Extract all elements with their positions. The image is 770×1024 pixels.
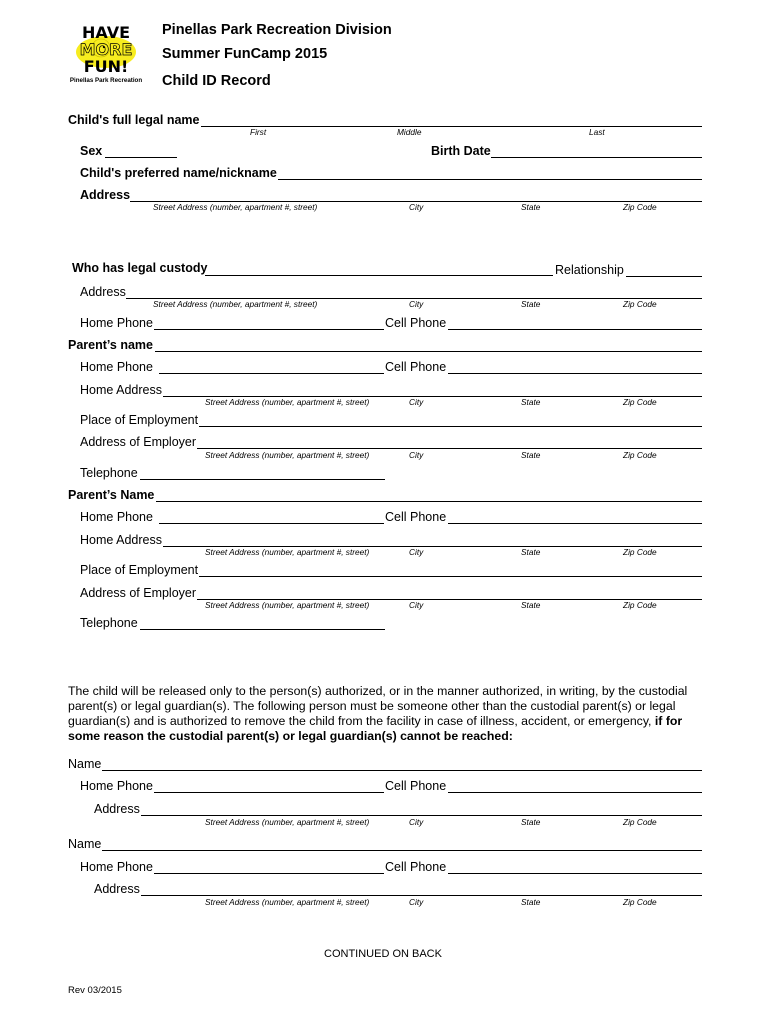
sex-label: Sex (80, 144, 103, 158)
contact1-home-phone-label: Home Phone (80, 779, 153, 793)
parent2-telephone-label: Telephone (80, 616, 138, 630)
sub-state: State (521, 450, 541, 460)
sub-city: City (409, 817, 424, 827)
custody-cell-phone-label: Cell Phone (385, 316, 447, 330)
sub-street: Street Address (number, apartment #, street) (153, 299, 318, 309)
logo-word-fun: FUN! (83, 57, 129, 76)
contact2-home-phone-field[interactable] (154, 873, 384, 874)
sub-street: Street Address (number, apartment #, street) (205, 397, 370, 407)
parent2-employer-address-label: Address of Employer (80, 586, 197, 600)
custody-field[interactable] (205, 275, 553, 276)
contact2-name-label: Name (68, 837, 102, 851)
sub-middle: Middle (397, 127, 422, 137)
parent2-cell-phone-field[interactable] (448, 523, 702, 524)
sub-last: Last (589, 127, 605, 137)
parent2-cell-phone-label: Cell Phone (385, 510, 447, 524)
sub-street: Street Address (number, apartment #, street) (205, 450, 370, 460)
contact1-name-label: Name (68, 757, 102, 771)
parent1-name-label: Parent’s name (68, 338, 153, 352)
release-text-bold: if for some reason the custodial parent(s) or legal guardian(s) cannot be reached: (68, 714, 683, 743)
sub-street: Street Address (number, apartment #, street) (205, 817, 370, 827)
sub-zip: Zip Code (623, 202, 657, 212)
contact1-name-field[interactable] (102, 770, 702, 771)
parent2-name-field[interactable] (156, 501, 702, 502)
contact2-home-phone-label: Home Phone (80, 860, 153, 874)
contact2-address-field[interactable] (141, 895, 702, 896)
custody-label: Who has legal custody (72, 261, 208, 275)
sub-zip: Zip Code (623, 397, 657, 407)
sub-street: Street Address (number, apartment #, street) (205, 547, 370, 557)
sub-state: State (521, 817, 541, 827)
sub-street: Street Address (number, apartment #, street) (205, 897, 370, 907)
revision-label: Rev 03/2015 (68, 985, 122, 996)
parent2-employment-field[interactable] (199, 576, 702, 577)
logo-tagline: Pinellas Park Recreation (69, 77, 143, 84)
parent1-telephone-label: Telephone (80, 466, 138, 480)
sub-state: State (521, 897, 541, 907)
sub-zip: Zip Code (623, 817, 657, 827)
sub-city: City (409, 299, 424, 309)
parent1-telephone-field[interactable] (140, 479, 385, 480)
parent2-home-address-label: Home Address (80, 533, 162, 547)
child-address-label: Address (80, 188, 131, 202)
custody-home-phone-field[interactable] (154, 329, 384, 330)
child-name-label: Child's full legal name (68, 113, 200, 127)
continued-on-back: CONTINUED ON BACK (324, 948, 442, 960)
release-text: The child will be released only to the person(s) authorized, or in the manner authorized, in writing, by the custodial parent(s) or legal guardian(s). The following person must be someone other than the custodial parent(s) or legal guardian(s) and is authorized to remove the child from the facility in case of illness, accident, or emergency, (68, 684, 688, 728)
sub-zip: Zip Code (623, 600, 657, 610)
logo-word-have: HAVE (82, 23, 130, 42)
sub-zip: Zip Code (623, 547, 657, 557)
logo-word-more: MORE (79, 40, 133, 59)
org-title: Pinellas Park Recreation Division (162, 22, 392, 38)
sub-city: City (409, 600, 424, 610)
sex-field[interactable] (105, 157, 177, 158)
parent1-employer-address-label: Address of Employer (80, 435, 197, 449)
sub-zip: Zip Code (623, 450, 657, 460)
parent2-home-phone-field[interactable] (159, 523, 384, 524)
sub-state: State (521, 397, 541, 407)
form-title: Child ID Record (162, 73, 271, 89)
parent1-cell-phone-field[interactable] (448, 373, 702, 374)
sub-zip: Zip Code (623, 299, 657, 309)
nickname-label: Child's preferred name/nickname (80, 166, 277, 180)
parent1-cell-phone-label: Cell Phone (385, 360, 447, 374)
parent2-telephone-field[interactable] (140, 629, 385, 630)
sub-state: State (521, 600, 541, 610)
birth-date-label: Birth Date (431, 144, 491, 158)
parent2-employment-label: Place of Employment (80, 563, 199, 577)
sub-first: First (250, 127, 267, 137)
sub-city: City (409, 202, 424, 212)
have-more-fun-logo (66, 22, 156, 86)
sub-state: State (521, 202, 541, 212)
parent1-employment-label: Place of Employment (80, 413, 199, 427)
relationship-label: Relationship (555, 263, 624, 277)
parent1-home-phone-label: Home Phone (80, 360, 153, 374)
release-paragraph (68, 684, 704, 744)
parent1-home-address-label: Home Address (80, 383, 162, 397)
sub-zip: Zip Code (623, 897, 657, 907)
parent2-name-label: Parent’s Name (68, 488, 155, 502)
custody-address-label: Address (80, 285, 126, 299)
contact1-address-label: Address (94, 802, 140, 816)
relationship-field[interactable] (626, 276, 702, 277)
sub-city: City (409, 450, 424, 460)
parent2-home-phone-label: Home Phone (80, 510, 153, 524)
child-name-field[interactable] (201, 126, 702, 127)
parent1-employment-field[interactable] (199, 426, 702, 427)
parent1-home-phone-field[interactable] (159, 373, 384, 374)
nickname-field[interactable] (278, 179, 702, 180)
sub-city: City (409, 547, 424, 557)
sub-street: Street Address (number, apartment #, street) (153, 202, 318, 212)
parent1-employer-address-field[interactable] (197, 448, 702, 449)
contact1-home-phone-field[interactable] (154, 792, 384, 793)
contact1-address-field[interactable] (141, 815, 702, 816)
sub-street: Street Address (number, apartment #, street) (205, 600, 370, 610)
contact2-cell-phone-label: Cell Phone (385, 860, 447, 874)
custody-home-phone-label: Home Phone (80, 316, 153, 330)
sub-city: City (409, 397, 424, 407)
custody-cell-phone-field[interactable] (448, 329, 702, 330)
contact2-name-field[interactable] (102, 850, 702, 851)
birth-date-field[interactable] (491, 157, 702, 158)
parent1-name-field[interactable] (155, 351, 702, 352)
contact2-cell-phone-field[interactable] (448, 873, 702, 874)
sub-state: State (521, 547, 541, 557)
logo-graphic (66, 22, 156, 86)
sub-state: State (521, 299, 541, 309)
camp-title: Summer FunCamp 2015 (162, 46, 328, 62)
contact2-address-label: Address (94, 882, 140, 896)
contact1-cell-phone-label: Cell Phone (385, 779, 447, 793)
sub-city: City (409, 897, 424, 907)
contact1-cell-phone-field[interactable] (448, 792, 702, 793)
